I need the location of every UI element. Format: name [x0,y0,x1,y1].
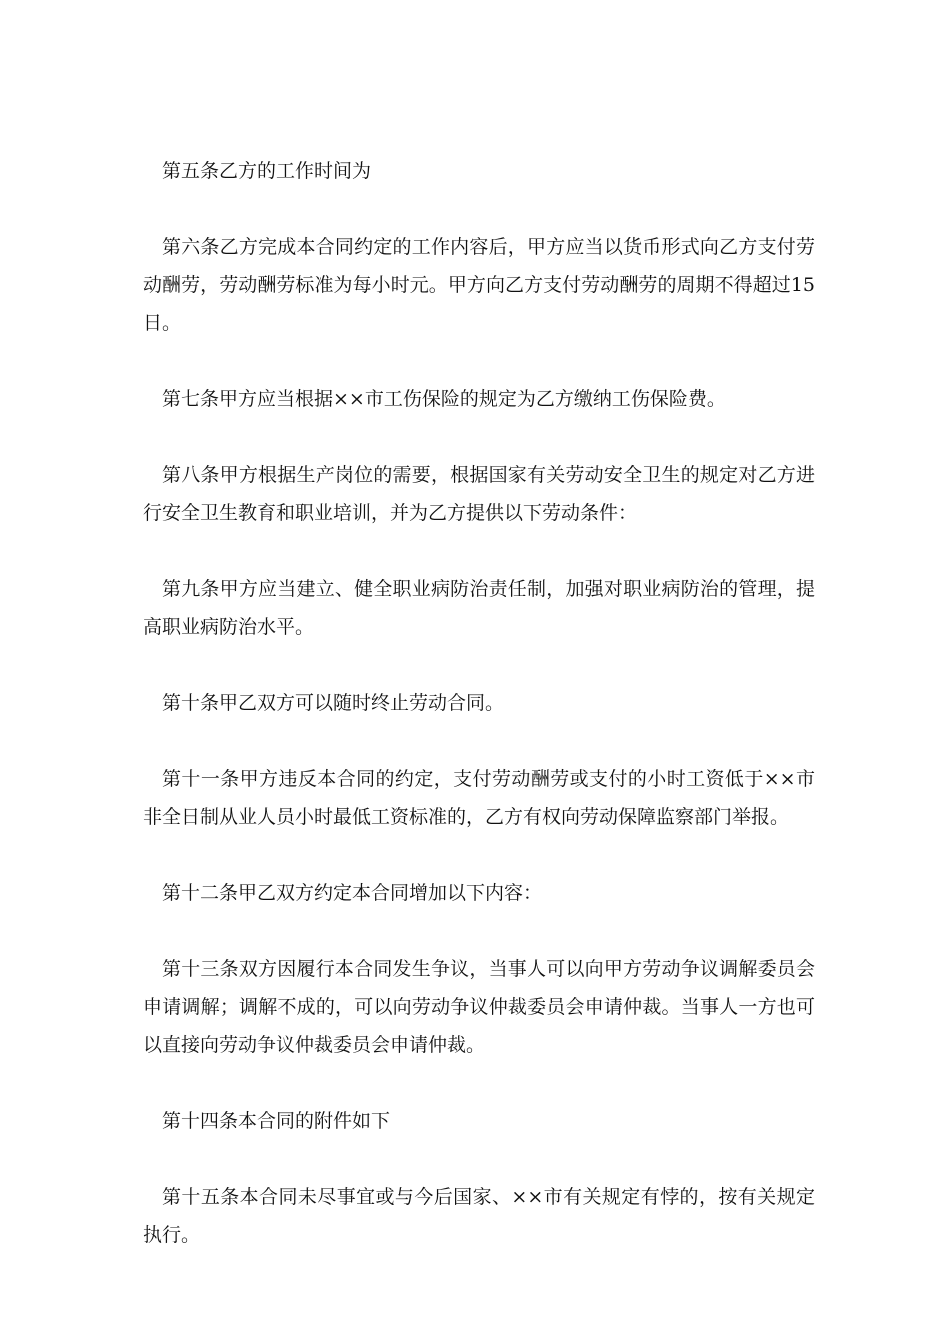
article-8-paragraph: 第八条甲方根据生产岗位的需要，根据国家有关劳动安全卫生的规定对乙方进行安全卫生教育和职业培训，并为乙方提供以下劳动条件： [143,464,815,524]
article-12-paragraph: 第十二条甲乙双方约定本合同增加以下内容： [162,882,543,904]
article-14-paragraph: 第十四条本合同的附件如下 [162,1110,391,1132]
article-7-paragraph: 第七条甲方应当根据××市工伤保险的规定为乙方缴纳工伤保险费。 [162,388,726,410]
article-13-paragraph: 第十三条双方因履行本合同发生争议，当事人可以向甲方劳动争议调解委员会申请调解；调解不成的，可以向劳动争议仲裁委员会申请仲裁。当事人一方也可以直接向劳动争议仲裁委员会申请仲裁。 [143,958,815,1056]
article-15-paragraph: 第十五条本合同未尽事宜或与今后国家、××市有关规定有悖的，按有关规定执行。 [143,1186,815,1246]
article-11-paragraph: 第十一条甲方违反本合同的约定，支付劳动酬劳或支付的小时工资低于××市非全日制从业人员小时最低工资标准的，乙方有权向劳动保障监察部门举报。 [143,768,815,828]
article-9-paragraph: 第九条甲方应当建立、健全职业病防治责任制，加强对职业病防治的管理，提高职业病防治水平。 [143,578,815,638]
document-body [143,152,815,1292]
article-10-paragraph: 第十条甲乙双方可以随时终止劳动合同。 [162,692,505,714]
article-5-paragraph: 第五条乙方的工作时间为 [162,160,372,182]
article-6-paragraph: 第六条乙方完成本合同约定的工作内容后，甲方应当以货币形式向乙方支付劳动酬劳，劳动酬劳标准为每小时元。甲方向乙方支付劳动酬劳的周期不得超过15日。 [143,236,815,334]
